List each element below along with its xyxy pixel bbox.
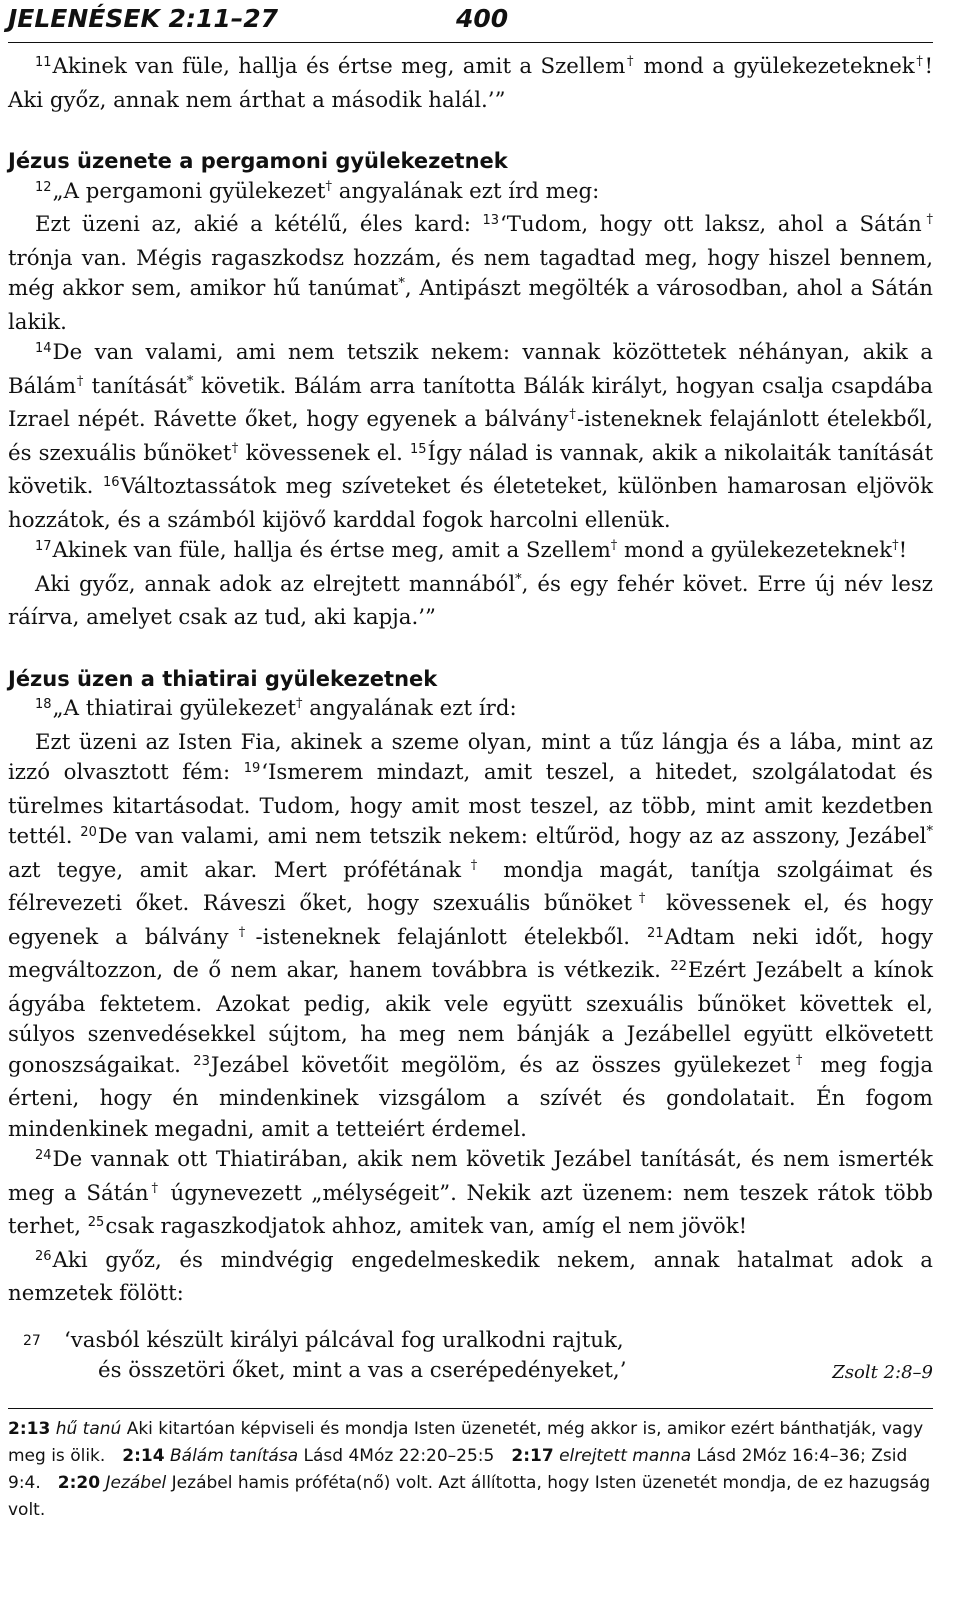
footnote-marker: †	[790, 1052, 809, 1068]
verse-paragraph	[8, 52, 933, 116]
footnote-marker: †	[231, 440, 239, 456]
footnote-term: hű tanú	[55, 1419, 122, 1439]
verse-text: -isteneknek felajánlott ételekből.	[255, 924, 648, 950]
footnote-marker: †	[921, 212, 934, 227]
section-gap	[8, 634, 933, 664]
footnote-marker: †	[568, 407, 577, 422]
verse-number: 20	[80, 825, 97, 840]
verse-text: Ezt üzeni az, akié a kétélű, éles kard:	[35, 212, 483, 237]
verse-number: 16	[102, 475, 120, 490]
verse-text: „A thiatirai gyülekezet	[52, 696, 297, 721]
verse-text: Aki győz, annak adok az elrejtett mannából	[35, 571, 516, 597]
verse-number: 12	[35, 179, 52, 195]
footnote-ref: 2:13	[8, 1419, 51, 1439]
verse-paragraph	[8, 338, 933, 536]
verse-number: 27	[23, 1332, 41, 1349]
footnote-marker: †	[892, 538, 899, 553]
verse-number: 19	[243, 761, 261, 776]
verse-text: ‘Tudom, hogy ott laksz, ahol a Sátán	[500, 212, 922, 237]
verse-number: 14	[35, 341, 52, 356]
section-heading: Jézus üzen a thiatirai gyülekezetnek	[8, 666, 438, 691]
section-gap	[8, 116, 933, 146]
verse-text: Adtam neki időt, hogy megváltozzon, de ő nem akar, hanem továbbra is vétkezik.	[8, 924, 933, 983]
verse-text: !	[898, 538, 908, 563]
verse-text: ! Aki győz, annak nem árthat a második halál.’”	[8, 54, 934, 113]
footnote-marker: †	[914, 54, 925, 69]
verse-text: Jezábel követőit megölöm, és az összes gyülekezet	[210, 1052, 791, 1078]
poetry-quote	[8, 1326, 933, 1406]
verse-number: 17	[35, 539, 52, 554]
verse-text: „A pergamoni gyülekezet	[52, 178, 326, 204]
verse-text: azt tegye, amit akar. Mert prófétának	[8, 857, 462, 883]
verse-text: tanítását	[84, 373, 187, 399]
verse-paragraph	[8, 570, 933, 634]
footnote-term: Bálám tanítása	[170, 1446, 299, 1466]
page-number: 400	[456, 4, 509, 33]
footnote-term: elrejtett manna	[559, 1446, 692, 1466]
verse-text: Akinek van füle, hallja és értse meg, amit a Szellem	[52, 54, 626, 79]
footnote-marker: *	[398, 276, 405, 291]
verse-text: Aki győz, és mindvégig engedelmeskedik nekem, annak hatalmat adok a nemzetek fölött:	[8, 1247, 933, 1306]
verse-text: De van valami, ami nem tetszik nekem: eltűröd, hogy az az asszony, Jezábel	[97, 824, 927, 849]
section-heading: Jézus üzenete a pergamoni gyülekezetnek	[8, 149, 508, 173]
footnote-marker: †	[228, 924, 256, 940]
verse-text: , Antipászt megölték a városodban, ahol a Sátán lakik.	[8, 276, 934, 335]
verse-text: Akinek van füle, hallja és értse meg, amit a Szellem	[52, 538, 611, 563]
verse-text: mond a gyülekezeteknek	[617, 538, 893, 563]
footnote-ref: 2:20	[57, 1473, 101, 1493]
verse-text: úgynevezett „mélységeit”. Nekik azt üzenem: nem teszek rátok több terhet,	[8, 1180, 933, 1239]
verse-text: De vannak ott Thiatirában, akik nem követik Jezábel tanítását, és nem ismerték meg a Sátán	[8, 1147, 933, 1206]
verse-paragraph	[8, 536, 933, 570]
footnote-divider	[8, 1408, 933, 1409]
verse-number: 13	[482, 213, 500, 228]
footnote-marker: †	[148, 1180, 161, 1196]
verse-text: kövessenek el.	[238, 440, 410, 466]
verse-text: -isteneknek felajánlott ételekből, és szexuális bűnöket	[8, 407, 934, 466]
footnote-text: Lásd 4Móz 22:20–25:5	[303, 1446, 495, 1466]
verse-text: De van valami, ami nem tetszik nekem: vannak közöttetek néhányan, akik a Bálám	[8, 340, 933, 399]
main-text	[8, 52, 933, 1406]
footnote-marker: †	[625, 54, 636, 69]
verse-text: angyalának ezt írd meg:	[331, 178, 600, 204]
verse-text: angyalának ezt írd:	[302, 696, 517, 721]
verse-text: csak ragaszkodjatok ahhoz, amitek van, amíg el nem jövök!	[105, 1214, 748, 1239]
verse-number: 24	[35, 1148, 52, 1163]
footnote-term: Jezábel	[105, 1473, 167, 1493]
footnote-paragraph	[8, 1416, 933, 1524]
footnote-marker: †	[632, 891, 653, 906]
running-header	[8, 2, 933, 43]
footnote-marker: †	[461, 857, 487, 873]
verse-text: mondja magát, tanítja szolgáimat és félrevezeti őket. Ráveszi őket, hogy szexuális bűnöket	[8, 857, 933, 916]
verse-text: mond a gyülekezeteknek	[635, 54, 915, 79]
verse-number: 25	[87, 1215, 105, 1230]
scripture-citation: Zsolt 2:8–9	[832, 1361, 933, 1383]
verse-paragraph	[8, 694, 933, 728]
footnote-marker: †	[325, 178, 332, 194]
footnote-marker: *	[186, 373, 194, 389]
verse-text: kövessenek el, és hogy egyenek a bálvány	[8, 891, 934, 950]
verse-text: , és egy fehér követ. Erre új név lesz ráírva, amelyet csak az tud, aki kapja.’”	[8, 571, 933, 630]
verse-number: 15	[410, 441, 427, 457]
book-reference: JELENÉSEK 2:11–27	[8, 4, 279, 33]
footnote-marker: *	[926, 824, 933, 839]
verse-text: ‘Ismerem mindazt, amit teszel, a hitedet, szolgálatodat és türelmes kitartásodat. Tudom, hogy amit most teszel, az több, mint amit kezdetben tettél.	[8, 760, 933, 849]
verse-paragraph	[8, 1246, 933, 1310]
footnote-marker: †	[610, 538, 618, 553]
footnote-text: Lásd 2Móz 16:4–36; Zsid 9:4.	[8, 1446, 908, 1493]
footnote-marker: †	[76, 373, 85, 389]
verse-text: Ezért Jezábelt a kínok ágyába fektetem. Azokat pedig, akik vele együtt szexuális bűnöket követtek el, súlyos szenvedésekkel sújtom, ha meg nem bánják a Jezábellel együtt elkövetett gonoszságaikat.	[8, 958, 933, 1078]
verse-paragraph	[8, 1145, 933, 1246]
verse-paragraph	[8, 210, 933, 338]
footnote-ref: 2:14	[122, 1446, 165, 1466]
poem-line: és összetöri őket, mint a vas a cserépedényeket,’	[98, 1357, 627, 1383]
verse-number: 26	[35, 1248, 52, 1264]
verse-text: trónja van. Mégis ragaszkodsz hozzám, és nem tagadtad meg, hogy hiszel bennem, még akkor sem, amikor hű tanúmat	[8, 245, 933, 301]
verse-number: 21	[647, 925, 664, 941]
verse-text: Így nálad is vannak, akik a nikolaiták tanítását követik.	[8, 440, 933, 499]
verse-text: meg fogja érteni, hogy én mindenkinek vizsgálom a szívét és gondolatait. Én fogom mindenkinek megadni, amit a tetteiért érdemel.	[8, 1052, 934, 1142]
footnote-marker: †	[296, 696, 303, 711]
footnote-text: Aki kitartóan képviseli és mondja Isten üzenetét, még akkor is, amikor ezért bánthatják, vagy meg is ölik.	[8, 1419, 924, 1466]
verse-number: 22	[670, 959, 687, 974]
verse-number: 23	[193, 1053, 210, 1069]
verse-number: 11	[35, 55, 52, 70]
verse-number: 18	[35, 697, 52, 712]
verse-paragraph	[8, 177, 933, 211]
verse-text: Változtassátok meg szíveteket és életeteket, különben hamarosan eljövök hozzátok, és a számból kijövő karddal fogok harcolni ellenük.	[8, 474, 933, 533]
verse-text: követik. Bálám arra tanította Bálák királyt, hogyan csalja csapdába Izrael népét. Rávette őket, hogy egyenek a bálvány	[8, 373, 933, 432]
footnotes	[8, 1416, 933, 1524]
footnote-text: Jezábel hamis próféta(nő) volt. Azt állította, hogy Isten üzenetét mondja, de ez hazugság volt.	[8, 1473, 931, 1520]
footnote-marker: *	[515, 571, 522, 587]
verse-text: Ezt üzeni az Isten Fia, akinek a szeme olyan, mint a tűz lángja és a lába, mint az izzó olvasztott fém:	[8, 729, 933, 785]
verse-paragraph	[8, 728, 933, 1146]
poem-line: ‘vasból készült királyi pálcával fog uralkodni rajtuk,	[64, 1327, 624, 1353]
footnote-ref: 2:17	[511, 1446, 554, 1466]
